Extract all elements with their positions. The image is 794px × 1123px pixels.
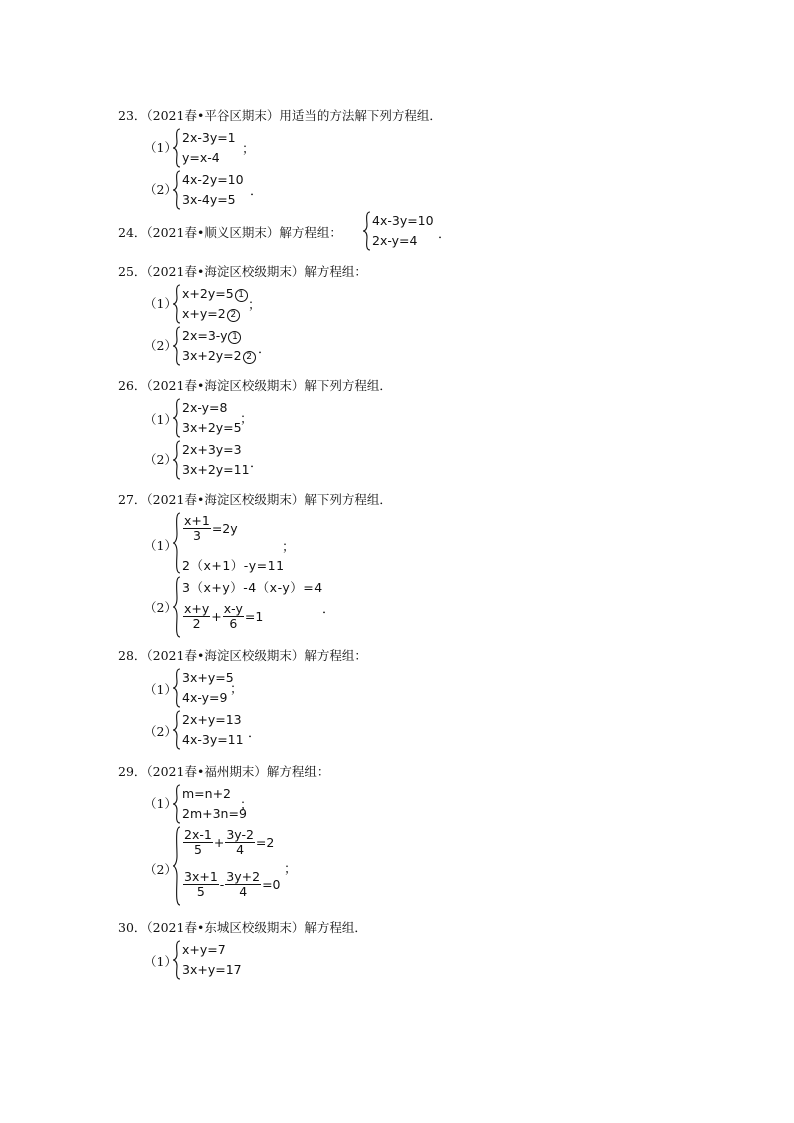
left-brace-icon [172, 668, 182, 708]
part-label: （2） [144, 724, 177, 739]
circled-number-2: 2 [243, 351, 256, 364]
left-brace-icon [172, 826, 182, 906]
equation-line: 4x-2y=10 [182, 172, 244, 187]
part-label: （2） [144, 338, 177, 353]
equation-line: 3x+y=5 [182, 670, 234, 685]
operator: + [213, 835, 225, 850]
question-30-heading [118, 918, 367, 936]
equation-line: m=n+2 [182, 786, 231, 801]
end-punctuation: ． [250, 184, 264, 199]
left-brace-icon [172, 398, 182, 438]
equation-system [172, 826, 302, 906]
question-source: （2021春•福州期末） [146, 764, 267, 779]
left-brace-icon [172, 440, 182, 480]
equation-system [172, 576, 342, 638]
denominator: 5 [193, 842, 202, 857]
numerator: 3y+2 [226, 869, 261, 884]
end-punctuation: ． [248, 726, 262, 741]
equation-line: 3（x+y）-4（x-y）=4 [182, 580, 323, 595]
equation-line: 2x+y=13 [182, 712, 242, 727]
question-number: 27． [118, 492, 147, 507]
left-brace-icon [172, 284, 182, 324]
part-label: （2） [144, 452, 177, 467]
left-brace-icon [172, 170, 182, 210]
denominator: 4 [236, 842, 245, 857]
numerator: 3x+1 [184, 869, 218, 884]
fraction [225, 828, 255, 857]
numerator: x+y [184, 601, 210, 616]
question-28-heading [118, 646, 367, 664]
equation-text: x+y=2 [182, 306, 226, 321]
equation-text: x+2y=5 [182, 286, 234, 301]
question-23-heading [118, 106, 442, 124]
circled-number-1: 1 [228, 331, 241, 344]
part-label: （2） [144, 862, 177, 877]
question-source: （2021春•海淀区校级期末） [146, 264, 305, 279]
part-label: （1） [144, 296, 177, 311]
question-instruction: 解方程组： [304, 264, 367, 279]
denominator: 2 [192, 616, 201, 631]
equation-line: 3x+y=17 [182, 962, 242, 977]
end-punctuation: ； [282, 540, 296, 555]
question-instruction: 解方程组： [266, 764, 330, 779]
equation-line: 4x-3y=11 [182, 732, 244, 747]
equation-rhs: =2y [211, 521, 238, 536]
equation-rhs: =2 [255, 835, 275, 850]
equation-system [172, 398, 292, 438]
end-punctuation: ； [284, 862, 298, 877]
numerator: x-y [223, 601, 243, 616]
end-punctuation: ． [322, 602, 336, 617]
question-instruction: 解方程组： [279, 225, 342, 240]
left-brace-icon [172, 512, 182, 574]
equation-line: x+y=7 [182, 942, 226, 957]
end-punctuation: ； [240, 412, 254, 427]
equation-system [172, 668, 292, 708]
question-number: 30． [118, 920, 147, 935]
denominator: 5 [196, 884, 205, 899]
equation-line [182, 286, 248, 302]
equation-system [172, 284, 292, 324]
equation-system [172, 128, 292, 168]
part-label: （1） [144, 412, 177, 427]
end-punctuation: ； [230, 682, 244, 697]
equation-line: 2m+3n=9 [182, 806, 247, 821]
equation-line: 4x-y=9 [182, 690, 228, 705]
numerator: x+1 [184, 513, 210, 528]
equation-text: 2x=3-y [182, 328, 228, 343]
equation-line: 2x+3y=3 [182, 442, 242, 457]
equation-line: 3x+2y=11 [182, 462, 250, 477]
question-25-heading [118, 262, 367, 280]
fraction [183, 602, 210, 631]
equation-line [182, 828, 274, 857]
question-number: 24． [118, 225, 147, 240]
fraction [183, 828, 213, 857]
part-label: （2） [144, 182, 177, 197]
left-brace-icon [172, 326, 182, 366]
equation-line: 3x-4y=5 [182, 192, 236, 207]
circled-number-1: 1 [235, 289, 248, 302]
question-instruction: 解下列方程组． [304, 378, 392, 393]
left-brace-icon [172, 710, 182, 750]
question-26-heading [118, 376, 392, 394]
equation-system [172, 170, 292, 210]
numerator: 3y-2 [226, 827, 254, 842]
question-instruction: 解方程组： [304, 648, 367, 663]
equation-rhs: =0 [262, 877, 281, 892]
equation-line: 2x-y=4 [372, 233, 418, 248]
question-29-heading [118, 762, 329, 780]
question-source: （2021春•海淀区校级期末） [146, 378, 305, 393]
end-punctuation: ； [248, 298, 262, 313]
equation-system [172, 710, 292, 750]
equation-line: 3x+2y=5 [182, 420, 242, 435]
part-label: （2） [144, 600, 177, 615]
fraction [223, 602, 244, 631]
question-source: （2021春•平谷区期末） [146, 108, 280, 123]
end-punctuation: ． [258, 342, 272, 357]
equation-system [172, 512, 322, 574]
question-24-heading [118, 223, 342, 241]
equation-line: y=x-4 [182, 150, 220, 165]
equation-line: 2（x+1）-y=11 [182, 558, 285, 573]
left-brace-icon [362, 211, 372, 251]
circled-number-2: 2 [227, 309, 240, 322]
left-brace-icon [172, 940, 182, 980]
equation-rhs: =1 [244, 609, 264, 624]
denominator: 4 [239, 884, 248, 899]
part-label: （1） [144, 796, 177, 811]
equation-line [182, 306, 240, 322]
equation-system [172, 326, 292, 366]
question-number: 26． [118, 378, 147, 393]
question-source: （2021春•东城区校级期末） [146, 920, 305, 935]
denominator: 6 [229, 616, 238, 631]
equation-line [182, 514, 238, 543]
operator: + [211, 609, 222, 624]
question-source: （2021春•海淀区校级期末） [146, 648, 305, 663]
part-label: （1） [144, 140, 177, 155]
left-brace-icon [172, 576, 182, 638]
end-punctuation: ； [242, 142, 256, 157]
question-source: （2021春•顺义区期末） [146, 225, 280, 240]
equation-line: 4x-3y=10 [372, 213, 434, 228]
fraction [183, 514, 211, 543]
question-instruction: 解下列方程组． [304, 492, 392, 507]
equation-line: 2x-3y=1 [182, 130, 236, 145]
left-brace-icon [172, 784, 182, 824]
equation-system [362, 211, 462, 251]
equation-line [182, 328, 241, 344]
question-number: 28． [118, 648, 147, 663]
fraction [225, 870, 261, 899]
equation-system [172, 440, 292, 480]
left-brace-icon [172, 128, 182, 168]
question-number: 25． [118, 264, 147, 279]
end-punctuation: ； [240, 798, 254, 813]
question-source: （2021春•海淀区校级期末） [146, 492, 305, 507]
fraction [183, 870, 219, 899]
equation-system [172, 784, 292, 824]
end-punctuation: ． [438, 227, 452, 242]
equation-line [182, 602, 263, 631]
end-punctuation: ． [250, 456, 264, 471]
equation-line [182, 348, 256, 364]
question-number: 29． [118, 764, 147, 779]
equation-line [182, 870, 281, 899]
denominator: 3 [192, 528, 201, 543]
part-label: （1） [144, 682, 177, 697]
numerator: 2x-1 [184, 827, 212, 842]
part-label: （1） [144, 538, 177, 553]
equation-system [172, 940, 292, 980]
question-number: 23． [118, 108, 147, 123]
equation-line: 2x-y=8 [182, 400, 228, 415]
question-instruction: 解方程组． [304, 920, 367, 935]
equation-text: 3x+2y=2 [182, 348, 242, 363]
part-label: （1） [144, 954, 177, 969]
operator: - [219, 877, 225, 892]
question-instruction: 用适当的方法解下列方程组． [279, 108, 442, 123]
question-27-heading [118, 490, 392, 508]
